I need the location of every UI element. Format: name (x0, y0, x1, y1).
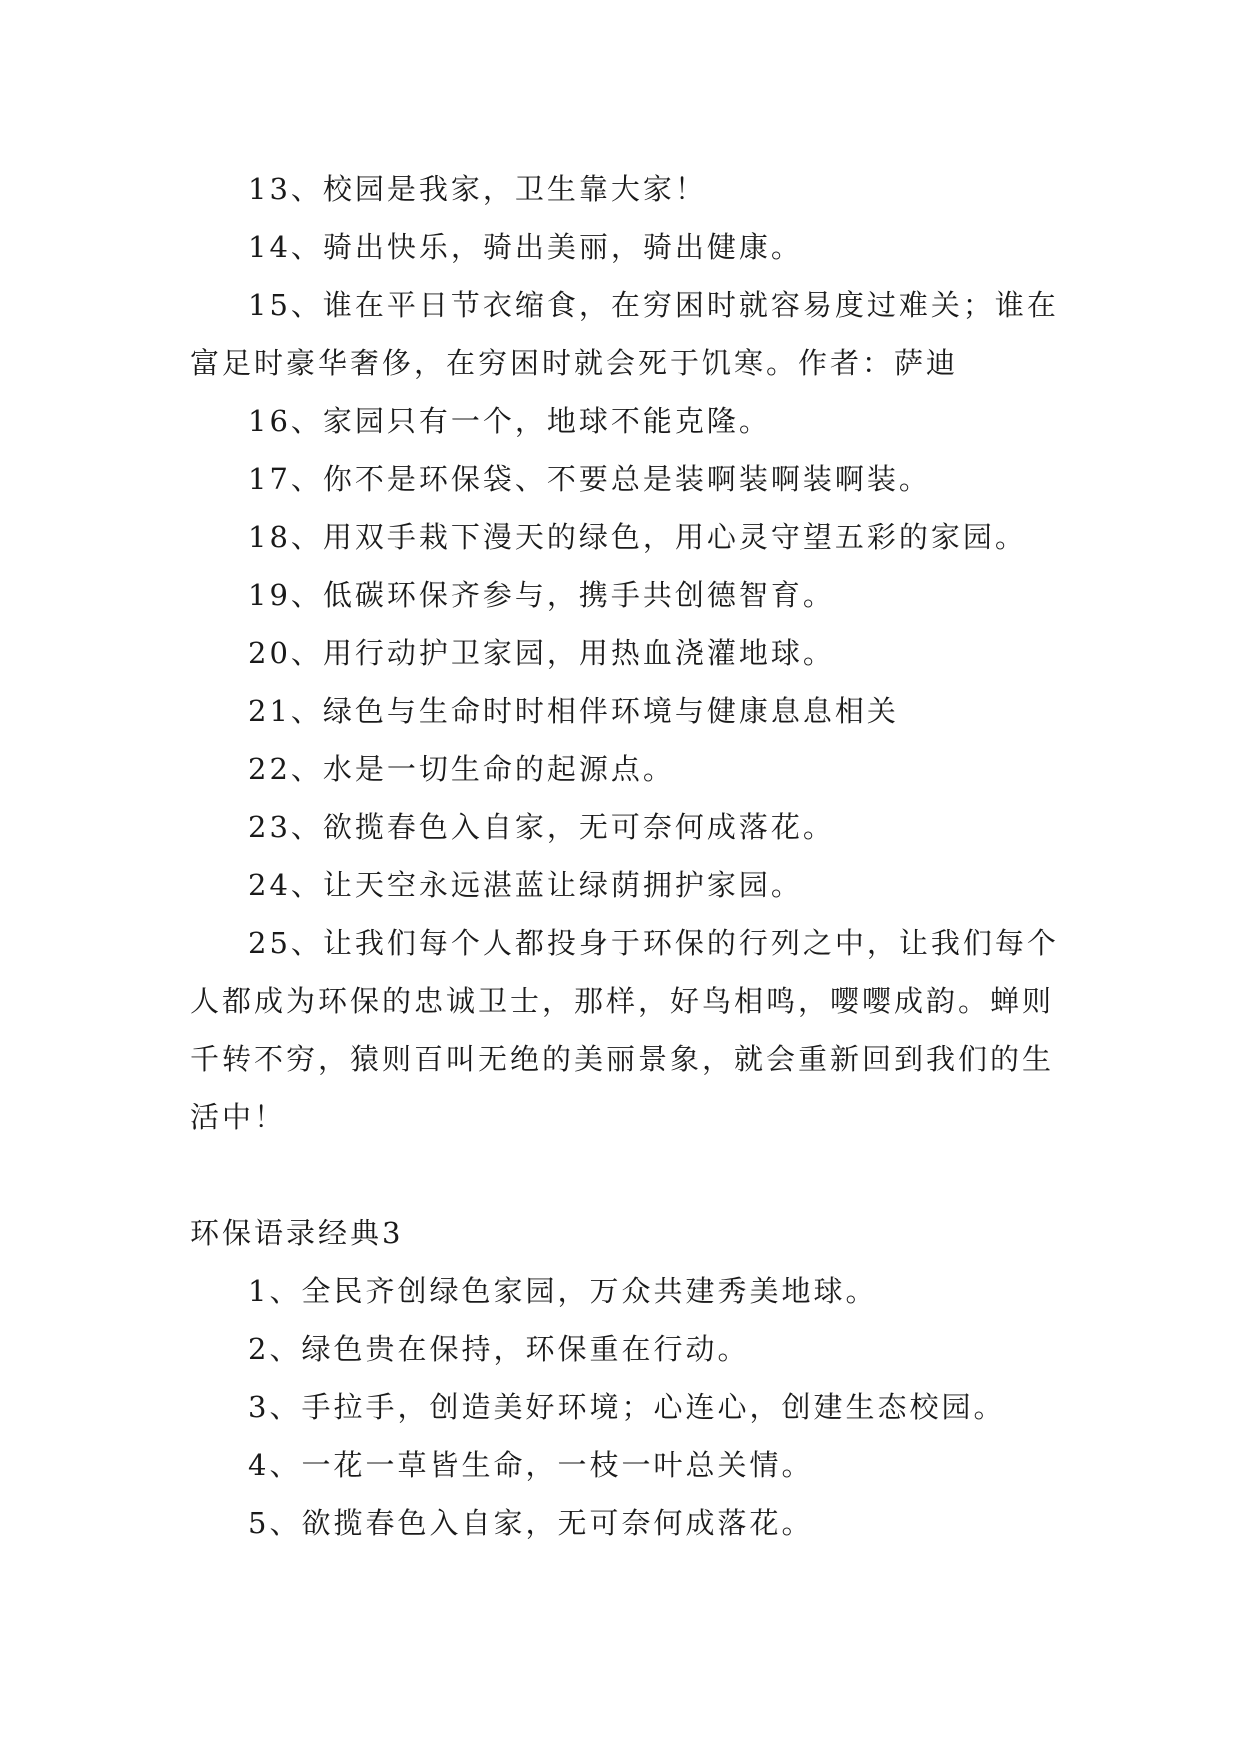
list-item: 14、骑出快乐，骑出美丽，骑出健康。 (248, 230, 803, 264)
list-item: 2、绿色贵在保持，环保重在行动。 (248, 1332, 750, 1366)
list-item: 21、绿色与生命时时相伴环境与健康息息相关 (248, 694, 899, 728)
list-item: 19、低碳环保齐参与，携手共创德智育。 (248, 578, 835, 612)
list-item: 22、水是一切生命的起源点。 (248, 752, 675, 786)
list-item: 18、用双手栽下漫天的绿色，用心灵守望五彩的家园。 (248, 520, 1027, 554)
list-item: 15、谁在平日节衣缩食，在穷困时就容易度过难关；谁在富足时豪华奢侈，在穷困时就会死于饥寒。作者：萨迪 (190, 288, 1059, 380)
document-body (190, 160, 1070, 1552)
section-spacer (190, 1146, 1070, 1204)
list-item: 17、你不是环保袋、不要总是装啊装啊装啊装。 (248, 462, 931, 496)
list-item: 3、手拉手，创造美好环境；心连心，创建生态校园。 (248, 1390, 1006, 1424)
list-item: 16、家园只有一个，地球不能克隆。 (248, 404, 771, 438)
list-item: 24、让天空永远湛蓝让绿荫拥护家园。 (248, 868, 803, 902)
list-item: 23、欲揽春色入自家，无可奈何成落花。 (248, 810, 835, 844)
list-item: 4、一花一草皆生命，一枝一叶总关情。 (248, 1448, 814, 1482)
list-item: 25、让我们每个人都投身于环保的行列之中，让我们每个人都成为环保的忠诚卫士，那样，好鸟相鸣，嘤嘤成韵。蝉则千转不穷，猿则百叫无绝的美丽景象，就会重新回到我们的生活中！ (190, 926, 1059, 1134)
list-item: 13、校园是我家，卫生靠大家！ (248, 172, 707, 206)
list-item: 5、欲揽春色入自家，无可奈何成落花。 (248, 1506, 814, 1540)
list-item: 1、全民齐创绿色家园，万众共建秀美地球。 (248, 1274, 878, 1308)
section-heading: 环保语录经典3 (190, 1216, 404, 1250)
list-item: 20、用行动护卫家园，用热血浇灌地球。 (248, 636, 835, 670)
